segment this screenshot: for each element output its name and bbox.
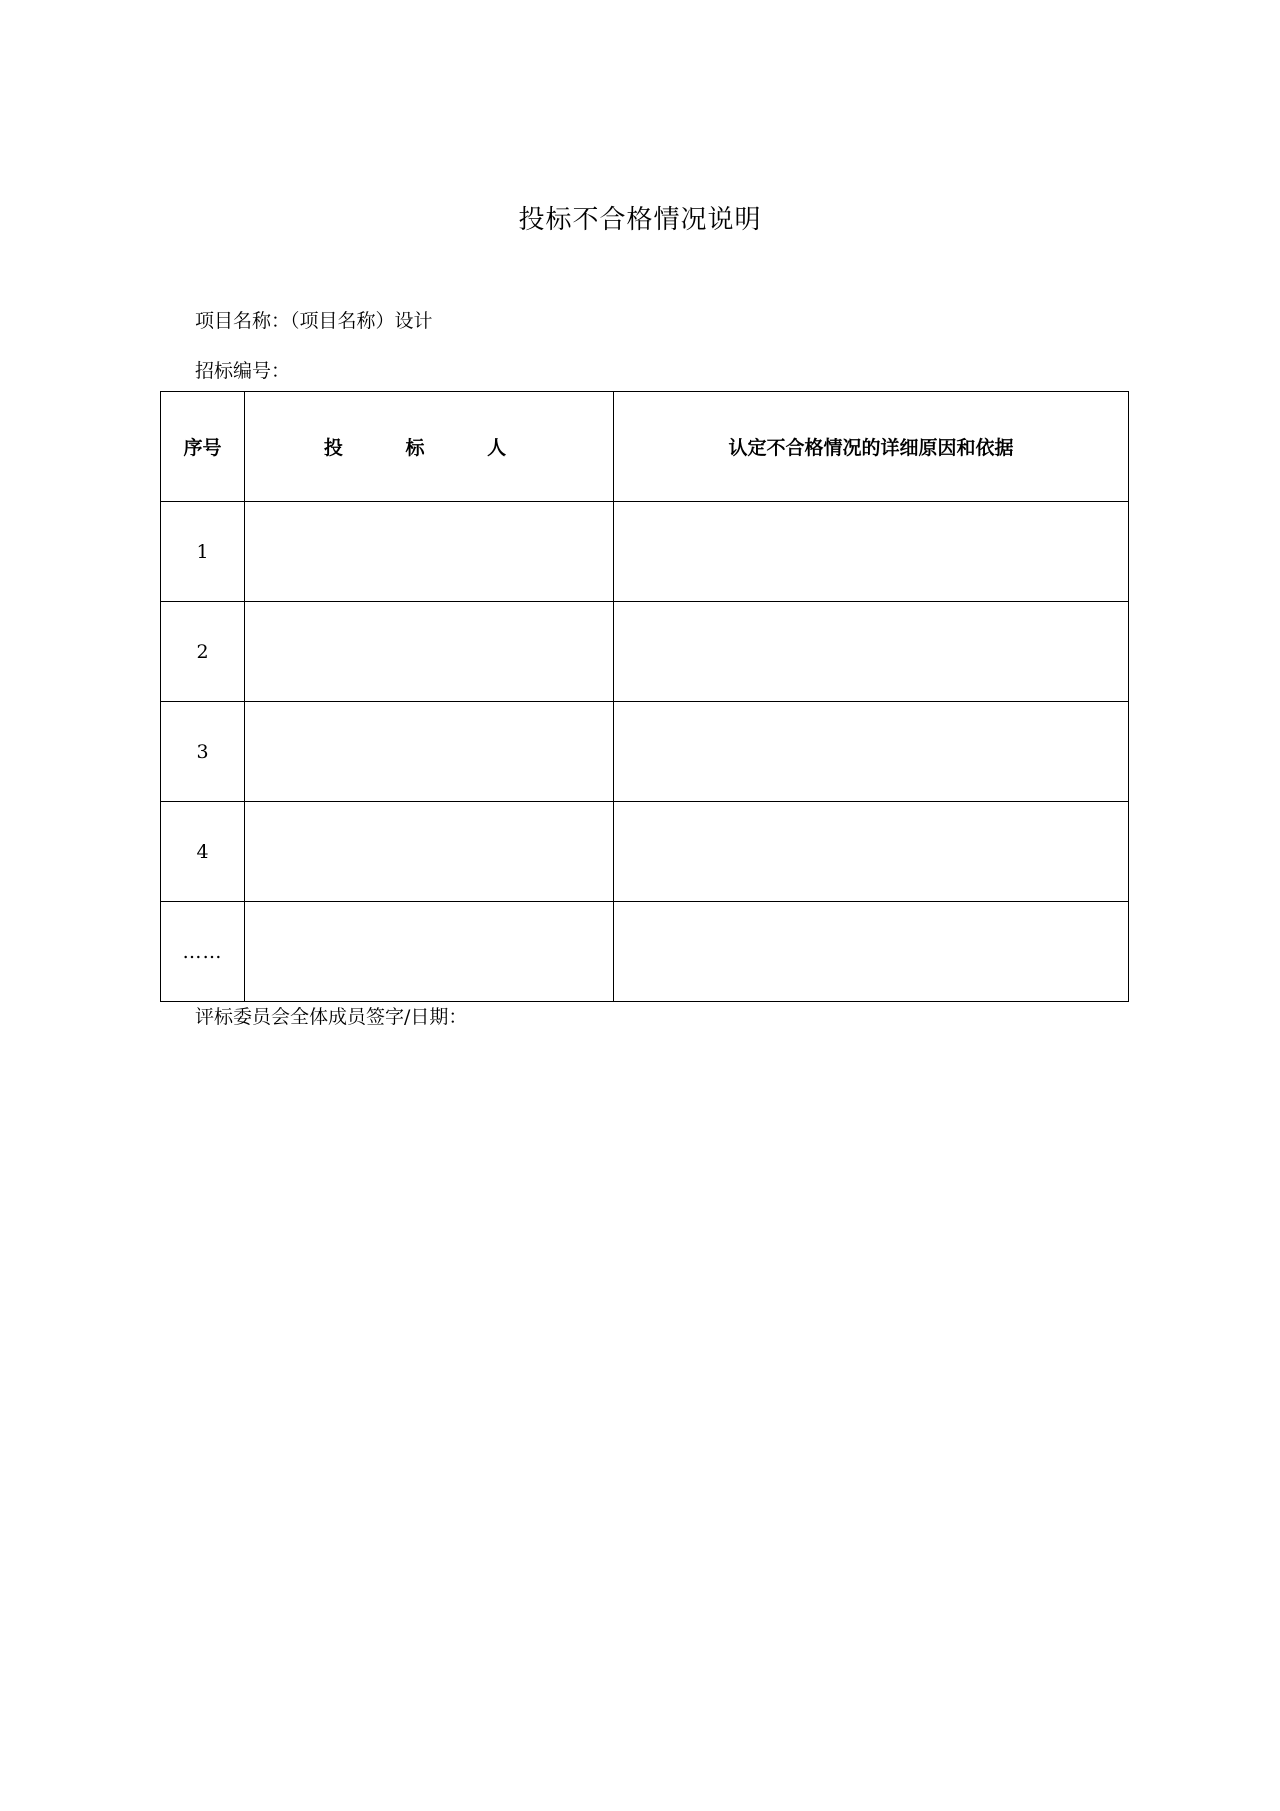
project-name-line: 项目名称：（项目名称）设计 [195,310,433,332]
row-seq: …… [161,902,245,1002]
row-reason [614,902,1129,1002]
page-title: 投标不合格情况说明 [518,205,762,235]
table-row [161,702,1129,802]
row-bidder [245,902,614,1002]
table-header-row [161,392,1129,502]
tender-number-line: 招标编号： [195,360,291,382]
row-reason [614,502,1129,602]
signature-date-line: 评标委员会全体成员签字/日期： [195,1006,468,1028]
header-reason: 认定不合格情况的详细原因和依据 [614,392,1129,502]
header-seq: 序号 [161,392,245,502]
table-row [161,502,1129,602]
row-reason [614,702,1129,802]
row-seq: 3 [161,702,245,802]
row-bidder [245,802,614,902]
table-row [161,802,1129,902]
row-bidder [245,502,614,602]
table-row [161,602,1129,702]
row-bidder [245,702,614,802]
row-seq: 4 [161,802,245,902]
row-bidder [245,602,614,702]
row-reason [614,602,1129,702]
header-bidder: 投 标 人 [245,392,614,502]
row-seq: 1 [161,502,245,602]
row-seq: 2 [161,602,245,702]
disqualification-table [160,391,1129,1002]
row-reason [614,802,1129,902]
table-row [161,902,1129,1002]
